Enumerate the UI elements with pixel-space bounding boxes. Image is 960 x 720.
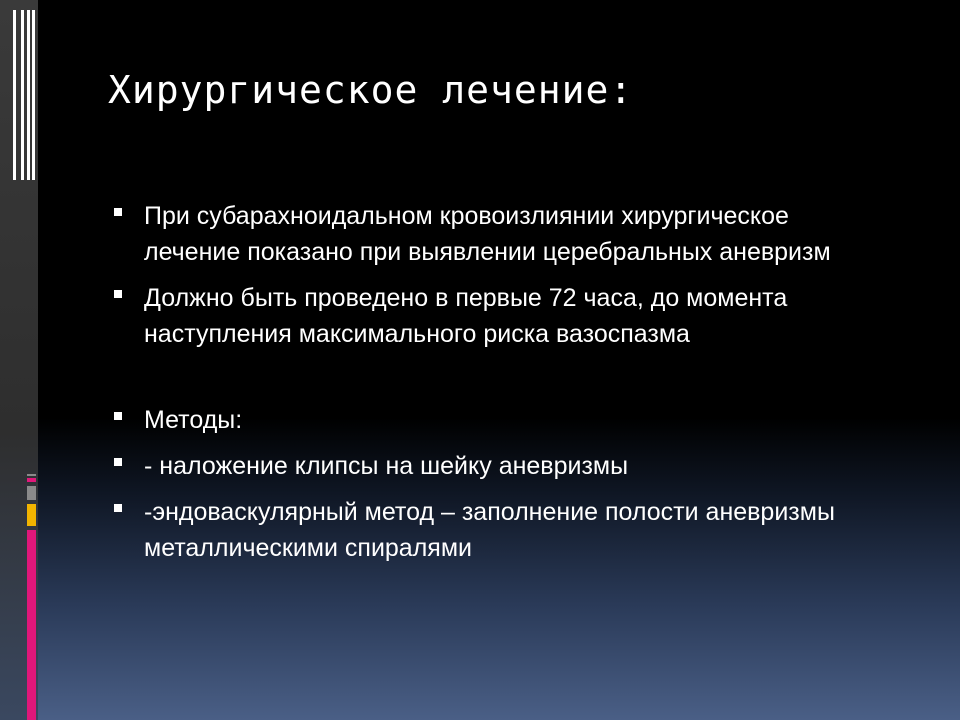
accent-magenta-block (27, 530, 36, 720)
square-bullet-icon (114, 290, 122, 298)
vertical-stripes-decoration (13, 10, 39, 180)
bullet-item (112, 494, 872, 566)
bullet-list (112, 198, 872, 566)
bullet-text: При субарахноидальном кровоизлиянии хирургическое лечение показано при выявлении церебральных аневризм (144, 202, 831, 266)
bullet-text: Методы: (144, 406, 243, 434)
slide-title: Хирургическое лечение: (108, 68, 634, 112)
accent-gray-block (27, 486, 36, 500)
square-bullet-icon (114, 504, 122, 512)
bullet-item (112, 280, 872, 352)
bullet-item (112, 198, 872, 270)
bullet-item (112, 448, 872, 484)
bullet-item (112, 402, 872, 438)
accent-magenta-stripe (27, 478, 36, 482)
bullet-text: -эндоваскулярный метод – заполнение полости аневризмы металлическими спиралями (144, 498, 835, 562)
square-bullet-icon (114, 458, 122, 466)
bullet-text: - наложение клипсы на шейку аневризмы (144, 452, 629, 480)
accent-gray-stripe (27, 474, 36, 476)
accent-yellow-block (27, 504, 36, 526)
left-decorative-bar (0, 0, 38, 720)
square-bullet-icon (114, 208, 122, 216)
bullet-text: Должно быть проведено в первые 72 часа, до момента наступления максимального риска вазоспазма (144, 284, 788, 348)
square-bullet-icon (114, 412, 122, 420)
